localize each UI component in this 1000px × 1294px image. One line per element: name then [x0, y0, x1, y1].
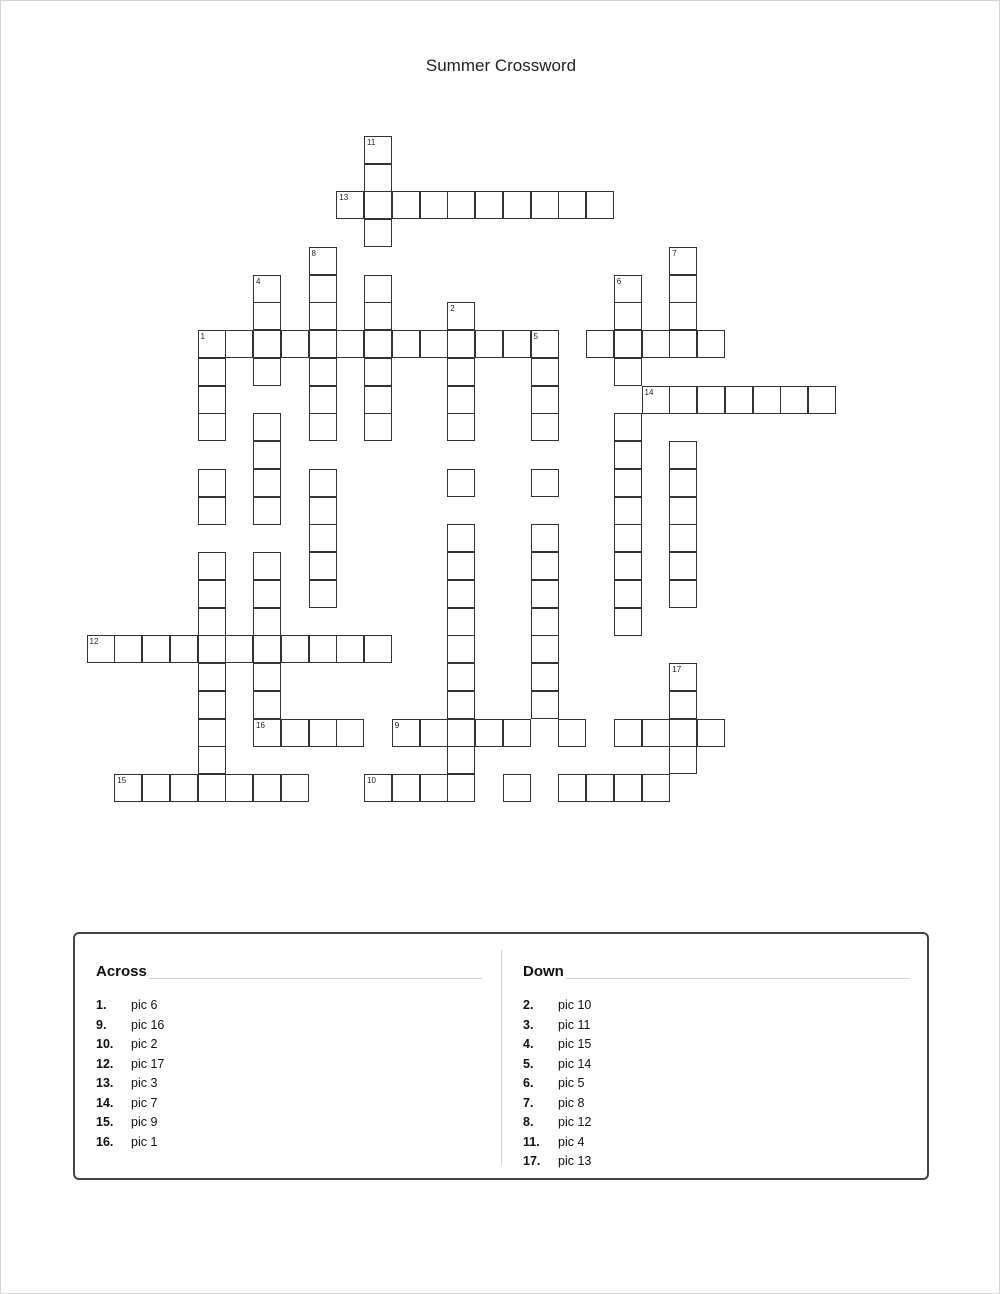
crossword-cell[interactable] — [198, 635, 226, 663]
crossword-cell[interactable] — [614, 302, 642, 330]
crossword-cell[interactable] — [253, 552, 281, 580]
crossword-cell[interactable] — [447, 580, 475, 608]
crossword-cell[interactable] — [225, 635, 253, 663]
down-clue-item — [523, 1113, 909, 1133]
crossword-cell[interactable] — [364, 774, 392, 802]
crossword-cell[interactable] — [364, 164, 392, 192]
clue-text: pic 16 — [131, 1017, 165, 1032]
across-clue-item — [96, 996, 482, 1016]
crossword-cell[interactable] — [198, 580, 226, 608]
crossword-cell[interactable] — [198, 746, 226, 774]
crossword-cell[interactable] — [614, 524, 642, 552]
crossword-cell[interactable] — [475, 191, 503, 219]
crossword-cell[interactable] — [503, 191, 531, 219]
crossword-cell[interactable] — [669, 552, 697, 580]
cell-number: 12 — [89, 637, 99, 647]
across-clue-item — [96, 1094, 482, 1114]
crossword-cell[interactable] — [531, 691, 559, 719]
crossword-cell[interactable] — [447, 746, 475, 774]
clue-number: 3. — [523, 1017, 534, 1032]
crossword-cell[interactable] — [725, 386, 753, 414]
crossword-cell[interactable] — [586, 191, 614, 219]
crossword-cell[interactable] — [697, 386, 725, 414]
crossword-cell[interactable] — [558, 191, 586, 219]
crossword-cell[interactable] — [420, 330, 448, 358]
crossword-cell[interactable] — [420, 191, 448, 219]
across-clue-item — [96, 1035, 482, 1055]
crossword-cell[interactable] — [669, 441, 697, 469]
crossword-cell[interactable] — [669, 663, 697, 691]
crossword-cell[interactable] — [364, 330, 392, 358]
crossword-cell[interactable] — [420, 719, 448, 747]
across-clue-item — [96, 1113, 482, 1133]
crossword-cell[interactable] — [531, 524, 559, 552]
crossword-cell[interactable] — [87, 635, 115, 663]
crossword-cell[interactable] — [447, 552, 475, 580]
crossword-cell[interactable] — [309, 358, 337, 386]
clue-text: pic 9 — [131, 1115, 158, 1129]
crossword-cell[interactable] — [780, 386, 808, 414]
crossword-cell[interactable] — [669, 275, 697, 303]
cell-number: 11 — [367, 137, 376, 147]
clue-text: pic 11 — [558, 1017, 591, 1032]
crossword-cell[interactable] — [558, 719, 586, 747]
cell-number: 9 — [394, 720, 400, 730]
clues-divider — [501, 950, 502, 1165]
crossword-cell[interactable] — [447, 691, 475, 719]
crossword-cell[interactable] — [392, 719, 420, 747]
crossword-cell[interactable] — [614, 441, 642, 469]
crossword-cell[interactable] — [253, 580, 281, 608]
crossword-cell[interactable] — [531, 358, 559, 386]
crossword-cell[interactable] — [614, 497, 642, 525]
crossword-cell[interactable] — [253, 691, 281, 719]
across-clue-list — [96, 996, 482, 1152]
crossword-cell[interactable] — [447, 413, 475, 441]
crossword-cell[interactable] — [336, 191, 364, 219]
crossword-cell[interactable] — [225, 774, 253, 802]
cell-number: 10 — [367, 776, 376, 785]
crossword-cell[interactable] — [614, 608, 642, 636]
down-heading-rule — [523, 978, 909, 979]
crossword-cell[interactable] — [309, 524, 337, 552]
crossword-cell[interactable] — [309, 330, 337, 358]
crossword-cell[interactable] — [447, 774, 475, 802]
down-clue-item — [523, 1133, 909, 1153]
crossword-cell[interactable] — [309, 386, 337, 414]
crossword-cell[interactable] — [364, 413, 392, 441]
crossword-cell[interactable] — [475, 330, 503, 358]
clue-text: pic 10 — [558, 998, 592, 1012]
clue-number: 4. — [523, 1037, 534, 1051]
crossword-cell[interactable] — [669, 497, 697, 525]
across-heading: Across — [96, 963, 147, 980]
clue-text: pic 8 — [558, 1095, 585, 1110]
crossword-cell[interactable] — [614, 719, 642, 747]
crossword-cell[interactable] — [614, 330, 642, 358]
cell-number: 17 — [672, 665, 682, 674]
cell-number: 7 — [672, 248, 677, 258]
crossword-cell[interactable] — [614, 275, 642, 303]
crossword-cell[interactable] — [309, 497, 337, 525]
across-clue-item — [96, 1055, 482, 1075]
crossword-cell[interactable] — [447, 386, 475, 414]
clue-number: 1. — [96, 998, 107, 1012]
crossword-cell[interactable] — [225, 330, 253, 358]
crossword-cell[interactable] — [447, 524, 475, 552]
crossword-cell[interactable] — [281, 774, 309, 802]
crossword-cell[interactable] — [198, 469, 226, 497]
crossword-cell[interactable] — [503, 330, 531, 358]
crossword-cell[interactable] — [198, 552, 226, 580]
crossword-cell[interactable] — [364, 136, 392, 164]
crossword-cell[interactable] — [309, 275, 337, 303]
crossword-cell[interactable] — [198, 663, 226, 691]
crossword-cell[interactable] — [253, 608, 281, 636]
crossword-cell[interactable] — [669, 580, 697, 608]
cell-number: 16 — [256, 720, 265, 730]
crossword-cell[interactable] — [253, 441, 281, 469]
crossword-cell[interactable] — [447, 302, 475, 330]
clue-number: 12. — [96, 1056, 114, 1071]
clue-number: 10. — [96, 1037, 114, 1051]
crossword-cell[interactable] — [253, 275, 281, 303]
crossword-cell[interactable] — [753, 386, 781, 414]
crossword-cell[interactable] — [669, 691, 697, 719]
crossword-cell[interactable] — [281, 719, 309, 747]
clue-number: 16. — [96, 1134, 114, 1149]
down-clue-item — [523, 1035, 909, 1055]
cell-number: 15 — [117, 776, 127, 785]
crossword-cell[interactable] — [253, 330, 281, 358]
crossword-cell[interactable] — [614, 413, 642, 441]
crossword-cell[interactable] — [669, 469, 697, 497]
crossword-cell[interactable] — [475, 719, 503, 747]
crossword-cell[interactable] — [309, 247, 337, 275]
across-clue-item — [96, 1133, 482, 1153]
crossword-cell[interactable] — [669, 302, 697, 330]
down-clue-item — [523, 1055, 909, 1075]
clue-number: 17. — [523, 1154, 541, 1168]
clue-text: pic 17 — [131, 1056, 165, 1071]
across-clue-item — [96, 1074, 482, 1094]
clue-number: 8. — [523, 1115, 534, 1129]
crossword-cell[interactable] — [309, 719, 337, 747]
crossword-cell[interactable] — [447, 330, 475, 358]
down-clue-item — [523, 1152, 909, 1172]
crossword-cell[interactable] — [309, 552, 337, 580]
cell-number: 5 — [533, 332, 538, 341]
crossword-cell[interactable] — [531, 663, 559, 691]
clue-text: pic 2 — [131, 1037, 158, 1051]
crossword-grid — [1, 1, 1000, 801]
crossword-cell[interactable] — [614, 580, 642, 608]
crossword-cell[interactable] — [198, 774, 226, 802]
crossword-cell[interactable] — [531, 580, 559, 608]
crossword-cell[interactable] — [642, 774, 670, 802]
crossword-cell[interactable] — [558, 774, 586, 802]
crossword-cell[interactable] — [253, 635, 281, 663]
crossword-cell[interactable] — [531, 413, 559, 441]
crossword-cell[interactable] — [669, 524, 697, 552]
puzzle-title: Summer Crossword — [425, 56, 577, 75]
crossword-cell[interactable] — [614, 358, 642, 386]
crossword-cell[interactable] — [364, 275, 392, 303]
clue-number: 7. — [523, 1095, 534, 1110]
crossword-cell[interactable] — [170, 635, 198, 663]
cell-number: 13 — [339, 193, 349, 203]
crossword-cell[interactable] — [198, 691, 226, 719]
down-clue-item — [523, 1094, 909, 1114]
crossword-cell[interactable] — [198, 386, 226, 414]
crossword-cell[interactable] — [392, 191, 420, 219]
clue-number: 15. — [96, 1115, 114, 1129]
crossword-cell[interactable] — [669, 719, 697, 747]
crossword-cell[interactable] — [614, 774, 642, 802]
crossword-cell[interactable] — [447, 469, 475, 497]
crossword-cell[interactable] — [336, 719, 364, 747]
clue-text: pic 3 — [131, 1076, 158, 1090]
cell-number: 4 — [256, 276, 261, 286]
crossword-cell[interactable] — [142, 635, 170, 663]
clue-text: pic 13 — [558, 1154, 592, 1168]
cell-number: 2 — [450, 304, 455, 314]
crossword-cell[interactable] — [503, 774, 531, 802]
clue-text: pic 5 — [558, 1076, 585, 1090]
clue-number: 13. — [96, 1076, 114, 1090]
crossword-cell[interactable] — [697, 330, 725, 358]
cell-number: 8 — [311, 248, 316, 258]
crossword-cell[interactable] — [309, 302, 337, 330]
down-clue-item — [523, 1074, 909, 1094]
crossword-cell[interactable] — [420, 774, 448, 802]
clue-text: pic 14 — [558, 1056, 592, 1071]
crossword-cell[interactable] — [253, 719, 281, 747]
crossword-cell[interactable] — [642, 330, 670, 358]
crossword-cell[interactable] — [198, 497, 226, 525]
crossword-cell[interactable] — [364, 358, 392, 386]
crossword-cell[interactable] — [392, 774, 420, 802]
crossword-cell[interactable] — [198, 330, 226, 358]
across-clue-item — [96, 1016, 482, 1036]
crossword-cell[interactable] — [447, 635, 475, 663]
crossword-cell[interactable] — [114, 774, 142, 802]
crossword-cell[interactable] — [669, 746, 697, 774]
crossword-cell[interactable] — [642, 386, 670, 414]
crossword-cell[interactable] — [253, 469, 281, 497]
crossword-cell[interactable] — [531, 469, 559, 497]
crossword-cell[interactable] — [364, 386, 392, 414]
crossword-cell[interactable] — [253, 663, 281, 691]
cell-number: 6 — [616, 276, 622, 286]
down-clue-item — [523, 996, 909, 1016]
crossword-cell[interactable] — [447, 191, 475, 219]
clue-text: pic 12 — [558, 1115, 592, 1129]
crossword-cell[interactable] — [253, 413, 281, 441]
crossword-cell[interactable] — [392, 330, 420, 358]
crossword-cell[interactable] — [142, 774, 170, 802]
crossword-cell[interactable] — [364, 219, 392, 247]
crossword-cell[interactable] — [253, 302, 281, 330]
crossword-cell[interactable] — [198, 358, 226, 386]
crossword-cell[interactable] — [531, 552, 559, 580]
crossword-cell[interactable] — [198, 413, 226, 441]
crossword-cell[interactable] — [669, 330, 697, 358]
clue-number: 14. — [96, 1095, 114, 1110]
crossword-cell[interactable] — [253, 358, 281, 386]
cell-number: 14 — [644, 387, 654, 397]
crossword-cell[interactable] — [642, 719, 670, 747]
cell-number: 1 — [200, 332, 205, 341]
clue-number: 6. — [523, 1076, 534, 1090]
clue-text: pic 7 — [131, 1095, 158, 1110]
across-heading-rule — [96, 978, 482, 979]
crossword-cell[interactable] — [336, 635, 364, 663]
crossword-cell[interactable] — [669, 247, 697, 275]
crossword-cell[interactable] — [614, 552, 642, 580]
crossword-cell[interactable] — [253, 497, 281, 525]
crossword-cell[interactable] — [614, 469, 642, 497]
crossword-cell[interactable] — [309, 469, 337, 497]
crossword-cell[interactable] — [309, 413, 337, 441]
down-clue-item — [523, 1016, 909, 1036]
clue-text: pic 15 — [558, 1037, 592, 1051]
clue-text: pic 6 — [131, 998, 158, 1012]
crossword-cell[interactable] — [281, 635, 309, 663]
down-clues-column — [523, 934, 909, 1172]
clues-box — [73, 932, 929, 1180]
crossword-cell[interactable] — [531, 191, 559, 219]
clue-number: 2. — [523, 998, 534, 1012]
crossword-cell[interactable] — [198, 608, 226, 636]
across-clues-column — [96, 934, 482, 1152]
crossword-cell[interactable] — [253, 774, 281, 802]
crossword-cell[interactable] — [531, 386, 559, 414]
crossword-cell[interactable] — [531, 608, 559, 636]
down-heading: Down — [523, 963, 564, 980]
crossword-cell[interactable] — [364, 191, 392, 219]
crossword-cell[interactable] — [309, 580, 337, 608]
crossword-cell[interactable] — [531, 330, 559, 358]
crossword-cell[interactable] — [170, 774, 198, 802]
clue-text: pic 1 — [131, 1134, 158, 1149]
clue-number: 9. — [96, 1017, 107, 1032]
crossword-cell[interactable] — [309, 635, 337, 663]
crossword-cell[interactable] — [447, 358, 475, 386]
down-clue-list — [523, 996, 909, 1172]
crossword-cell[interactable] — [198, 719, 226, 747]
crossword-cell[interactable] — [114, 635, 142, 663]
crossword-cell[interactable] — [364, 302, 392, 330]
crossword-cell[interactable] — [697, 719, 725, 747]
crossword-cell[interactable] — [531, 635, 559, 663]
crossword-cell[interactable] — [586, 774, 614, 802]
crossword-cell[interactable] — [447, 719, 475, 747]
clue-number: 11. — [523, 1134, 540, 1149]
clue-text: pic 4 — [558, 1134, 585, 1149]
crossword-cell[interactable] — [503, 719, 531, 747]
crossword-cell[interactable] — [586, 330, 614, 358]
crossword-cell[interactable] — [364, 635, 392, 663]
crossword-cell[interactable] — [447, 608, 475, 636]
crossword-cell[interactable] — [281, 330, 309, 358]
crossword-cell[interactable] — [669, 386, 697, 414]
crossword-cell[interactable] — [336, 330, 364, 358]
crossword-cell[interactable] — [808, 386, 836, 414]
clue-number: 5. — [523, 1056, 534, 1071]
crossword-cell[interactable] — [447, 663, 475, 691]
